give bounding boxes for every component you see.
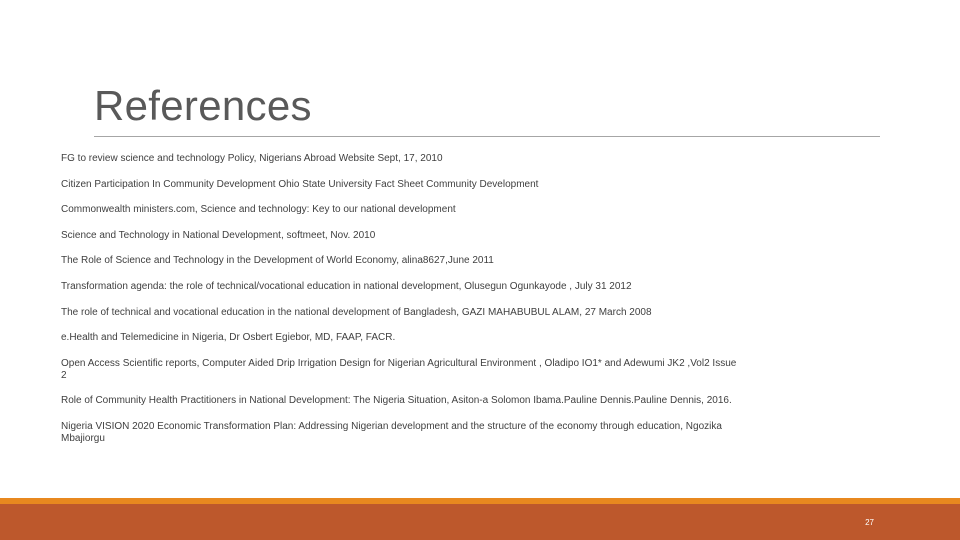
reference-list (61, 153, 741, 459)
reference-item: The Role of Science and Technology in the Development of World Economy, alina8627,June 2011 (61, 255, 494, 267)
reference-item: Role of Community Health Practitioners in National Development: The Nigeria Situation, Asiton-a Solomon Ibama.Pauline Dennis.Pauline Dennis, 2016. (61, 395, 732, 407)
reference-item: Nigeria VISION 2020 Economic Transformation Plan: Addressing Nigerian development and the structure of the economy through education, Ngozika Mbajiorgu (61, 420, 722, 444)
footer-band (0, 504, 960, 540)
reference-item: FG to review science and technology Policy, Nigerians Abroad Website Sept, 17, 2010 (61, 153, 443, 164)
reference-item: Commonwealth ministers.com, Science and technology: Key to our national development (61, 204, 456, 216)
slide-title: References (94, 82, 312, 129)
reference-item: Citizen Participation In Community Development Ohio State University Fact Sheet Community Development (61, 178, 539, 190)
title-divider (94, 136, 880, 137)
page-number: 27 (865, 518, 874, 527)
reference-item: e.Health and Telemedicine in Nigeria, Dr Osbert Egiebor, MD, FAAP, FACR. (61, 332, 396, 344)
reference-item: Science and Technology in National Development, softmeet, Nov. 2010 (61, 229, 376, 241)
reference-item: The role of technical and vocational education in the national development of Bangladesh, GAZI MAHABUBUL ALAM, 27 March 2008 (61, 306, 652, 318)
reference-item: Open Access Scientific reports, Computer Aided Drip Irrigation Design for Nigerian Agricultural Environment , Oladipo IO1* and Adewumi JK2 ,Vol2 Issue 2 (61, 357, 737, 381)
reference-item: Transformation agenda: the role of technical/vocational education in national development, Olusegun Ogunkayode , July 31 2012 (61, 280, 632, 292)
